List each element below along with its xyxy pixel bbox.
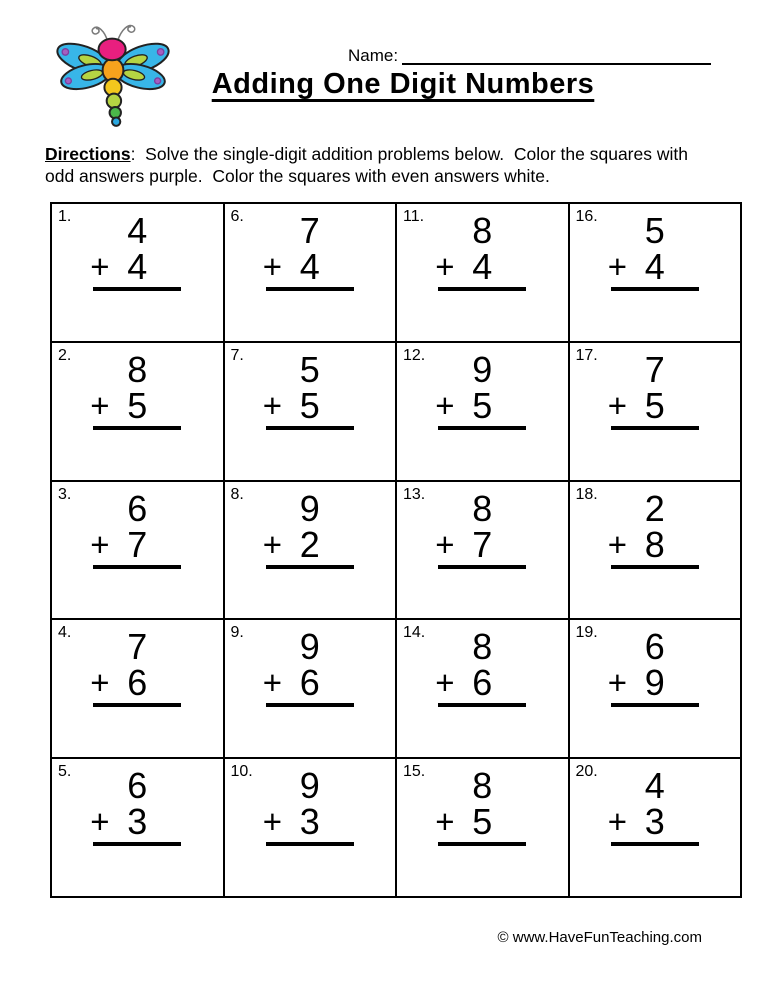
answer-blank-line	[611, 565, 699, 569]
plus-icon: +	[607, 386, 628, 424]
problem-number: 8.	[230, 485, 244, 503]
bottom-addend: 2	[299, 523, 320, 565]
problem-cell	[52, 620, 225, 759]
bottom-addend: 3	[644, 801, 665, 843]
bottom-addend: 6	[127, 662, 148, 704]
problem-cell	[225, 343, 398, 482]
top-addend: 6	[127, 765, 148, 807]
bottom-addend: 3	[299, 801, 320, 843]
header	[30, 68, 772, 101]
top-addend: 9	[299, 626, 320, 668]
plus-icon: +	[90, 803, 110, 841]
top-addend: 5	[299, 348, 320, 390]
top-addend: 8	[472, 626, 493, 668]
plus-icon: +	[435, 386, 455, 424]
top-addend: 6	[127, 487, 148, 529]
problem-number: 6.	[230, 208, 244, 225]
plus-icon: +	[435, 664, 455, 702]
addition-problem	[435, 210, 526, 291]
bottom-row	[435, 246, 526, 287]
top-addend: 5	[644, 210, 665, 251]
bottom-row	[435, 801, 526, 843]
bottom-row	[262, 801, 354, 843]
bottom-addend: 4	[472, 246, 493, 287]
answer-blank-line	[93, 426, 181, 430]
problem-cell	[52, 204, 225, 343]
problem-cell	[397, 620, 570, 759]
plus-icon: +	[435, 525, 455, 563]
addition-problem	[435, 626, 526, 707]
plus-icon: +	[262, 803, 283, 841]
bottom-row	[90, 662, 181, 704]
plus-icon: +	[607, 664, 628, 702]
plus-icon: +	[435, 803, 455, 841]
problem-cell	[225, 620, 398, 759]
addition-problem	[90, 765, 181, 846]
plus-icon: +	[262, 525, 283, 563]
plus-icon: +	[90, 248, 110, 285]
addition-problem	[607, 487, 699, 569]
problem-number: 10.	[230, 763, 253, 781]
top-addend: 7	[127, 626, 148, 668]
name-blank-line	[402, 63, 711, 65]
name-label: Name:	[348, 46, 399, 65]
problem-number: 15.	[403, 763, 426, 781]
problem-number: 16.	[575, 208, 598, 225]
bottom-addend: 5	[644, 384, 665, 426]
problem-number: 7.	[230, 346, 244, 364]
answer-blank-line	[266, 426, 354, 430]
plus-icon: +	[90, 664, 110, 702]
plus-icon: +	[90, 386, 110, 424]
bottom-row	[607, 801, 699, 843]
top-addend: 7	[644, 348, 665, 390]
problem-number: 20.	[575, 763, 598, 781]
plus-icon: +	[262, 248, 283, 285]
problem-cell	[397, 759, 570, 898]
answer-blank-line	[438, 426, 526, 430]
answer-blank-line	[93, 565, 181, 569]
addition-problem	[262, 348, 354, 430]
bottom-row	[607, 246, 699, 287]
addition-problem	[90, 626, 181, 707]
addition-problem	[262, 487, 354, 569]
answer-blank-line	[266, 703, 354, 707]
problem-cell	[570, 759, 743, 898]
answer-blank-line	[266, 565, 354, 569]
top-addend: 2	[644, 487, 665, 529]
bottom-row	[435, 384, 526, 426]
bottom-addend: 5	[472, 384, 493, 426]
bottom-addend: 7	[127, 523, 148, 565]
answer-blank-line	[438, 842, 526, 846]
directions-label: Directions	[45, 144, 131, 164]
bottom-addend: 5	[127, 384, 148, 426]
page-title: Adding One Digit Numbers	[211, 68, 595, 100]
answer-blank-line	[93, 287, 181, 291]
addition-problem	[435, 765, 526, 846]
answer-blank-line	[611, 426, 699, 430]
addition-problem	[435, 348, 526, 430]
top-addend: 4	[127, 210, 148, 251]
problem-number: 13.	[403, 485, 426, 503]
directions-text: : Solve the single-digit addition problems below. Color the squares with odd answers purple. Color the squares with even answers white.	[45, 144, 693, 186]
problem-number: 3.	[58, 485, 72, 503]
bottom-row	[90, 246, 181, 287]
addition-problem	[262, 765, 354, 846]
problem-cell	[397, 204, 570, 343]
problem-cell	[225, 204, 398, 343]
directions	[45, 143, 713, 187]
problem-cell	[397, 482, 570, 621]
problem-cell	[52, 482, 225, 621]
addition-problem	[607, 210, 699, 291]
top-addend: 9	[472, 348, 493, 390]
bottom-addend: 6	[472, 662, 493, 704]
addition-problem	[607, 765, 699, 846]
bottom-row	[435, 523, 526, 565]
plus-icon: +	[607, 248, 628, 285]
problem-number: 18.	[575, 485, 598, 503]
bottom-row	[262, 662, 354, 704]
plus-icon: +	[90, 525, 110, 563]
addition-problem	[90, 487, 181, 569]
bottom-row	[262, 246, 354, 287]
answer-blank-line	[93, 842, 181, 846]
problem-cell	[225, 759, 398, 898]
plus-icon: +	[262, 386, 283, 424]
addition-problem	[435, 487, 526, 569]
bottom-row	[262, 523, 354, 565]
bottom-addend: 9	[644, 662, 665, 704]
bottom-row	[90, 801, 181, 843]
bottom-row	[607, 523, 699, 565]
addition-problem	[607, 348, 699, 430]
top-addend: 8	[472, 487, 493, 529]
plus-icon: +	[262, 664, 283, 702]
bottom-row	[607, 662, 699, 704]
bottom-addend: 6	[299, 662, 320, 704]
top-addend: 7	[299, 210, 320, 251]
bottom-row	[607, 384, 699, 426]
top-addend: 8	[127, 348, 148, 390]
problem-cell	[570, 620, 743, 759]
problem-number: 19.	[575, 624, 598, 642]
problem-number: 17.	[575, 346, 598, 364]
answer-blank-line	[611, 287, 699, 291]
bottom-row	[90, 384, 181, 426]
answer-blank-line	[266, 842, 354, 846]
answer-blank-line	[438, 287, 526, 291]
addition-problem	[262, 626, 354, 707]
top-addend: 4	[644, 765, 665, 807]
bottom-addend: 4	[644, 246, 665, 287]
addition-problem	[262, 210, 354, 291]
problem-number: 12.	[403, 346, 426, 364]
bottom-addend: 4	[299, 246, 320, 287]
problem-number: 14.	[403, 624, 426, 642]
problem-cell	[52, 343, 225, 482]
plus-icon: +	[607, 803, 628, 841]
top-addend: 8	[472, 210, 493, 251]
bottom-row	[90, 523, 181, 565]
problem-number: 11.	[403, 208, 425, 225]
answer-blank-line	[611, 703, 699, 707]
bottom-addend: 5	[299, 384, 320, 426]
bottom-row	[435, 662, 526, 704]
plus-icon: +	[607, 525, 628, 563]
top-addend: 9	[299, 765, 320, 807]
bottom-addend: 5	[472, 801, 493, 843]
bottom-row	[262, 384, 354, 426]
bottom-addend: 4	[127, 246, 148, 287]
problem-number: 2.	[58, 346, 72, 364]
problem-cell	[570, 204, 743, 343]
problem-number: 1.	[58, 208, 72, 225]
problem-number: 5.	[58, 763, 72, 781]
problem-number: 9.	[230, 624, 244, 642]
problems-grid	[50, 202, 742, 898]
answer-blank-line	[438, 703, 526, 707]
top-addend: 9	[299, 487, 320, 529]
top-addend: 8	[472, 765, 493, 807]
answer-blank-line	[611, 842, 699, 846]
problem-cell	[570, 482, 743, 621]
footer-credit: © www.HaveFunTeaching.com	[497, 929, 702, 946]
bottom-addend: 3	[127, 801, 148, 843]
answer-blank-line	[266, 287, 354, 291]
bottom-addend: 8	[644, 523, 665, 565]
answer-blank-line	[93, 703, 181, 707]
addition-problem	[607, 626, 699, 707]
bottom-addend: 7	[472, 523, 493, 565]
problem-cell	[225, 482, 398, 621]
problem-cell	[397, 343, 570, 482]
plus-icon: +	[435, 248, 455, 285]
problem-cell	[570, 343, 743, 482]
problem-cell	[52, 759, 225, 898]
top-addend: 6	[644, 626, 665, 668]
problem-number: 4.	[58, 624, 72, 642]
answer-blank-line	[438, 565, 526, 569]
addition-problem	[90, 348, 181, 430]
addition-problem	[90, 210, 181, 291]
